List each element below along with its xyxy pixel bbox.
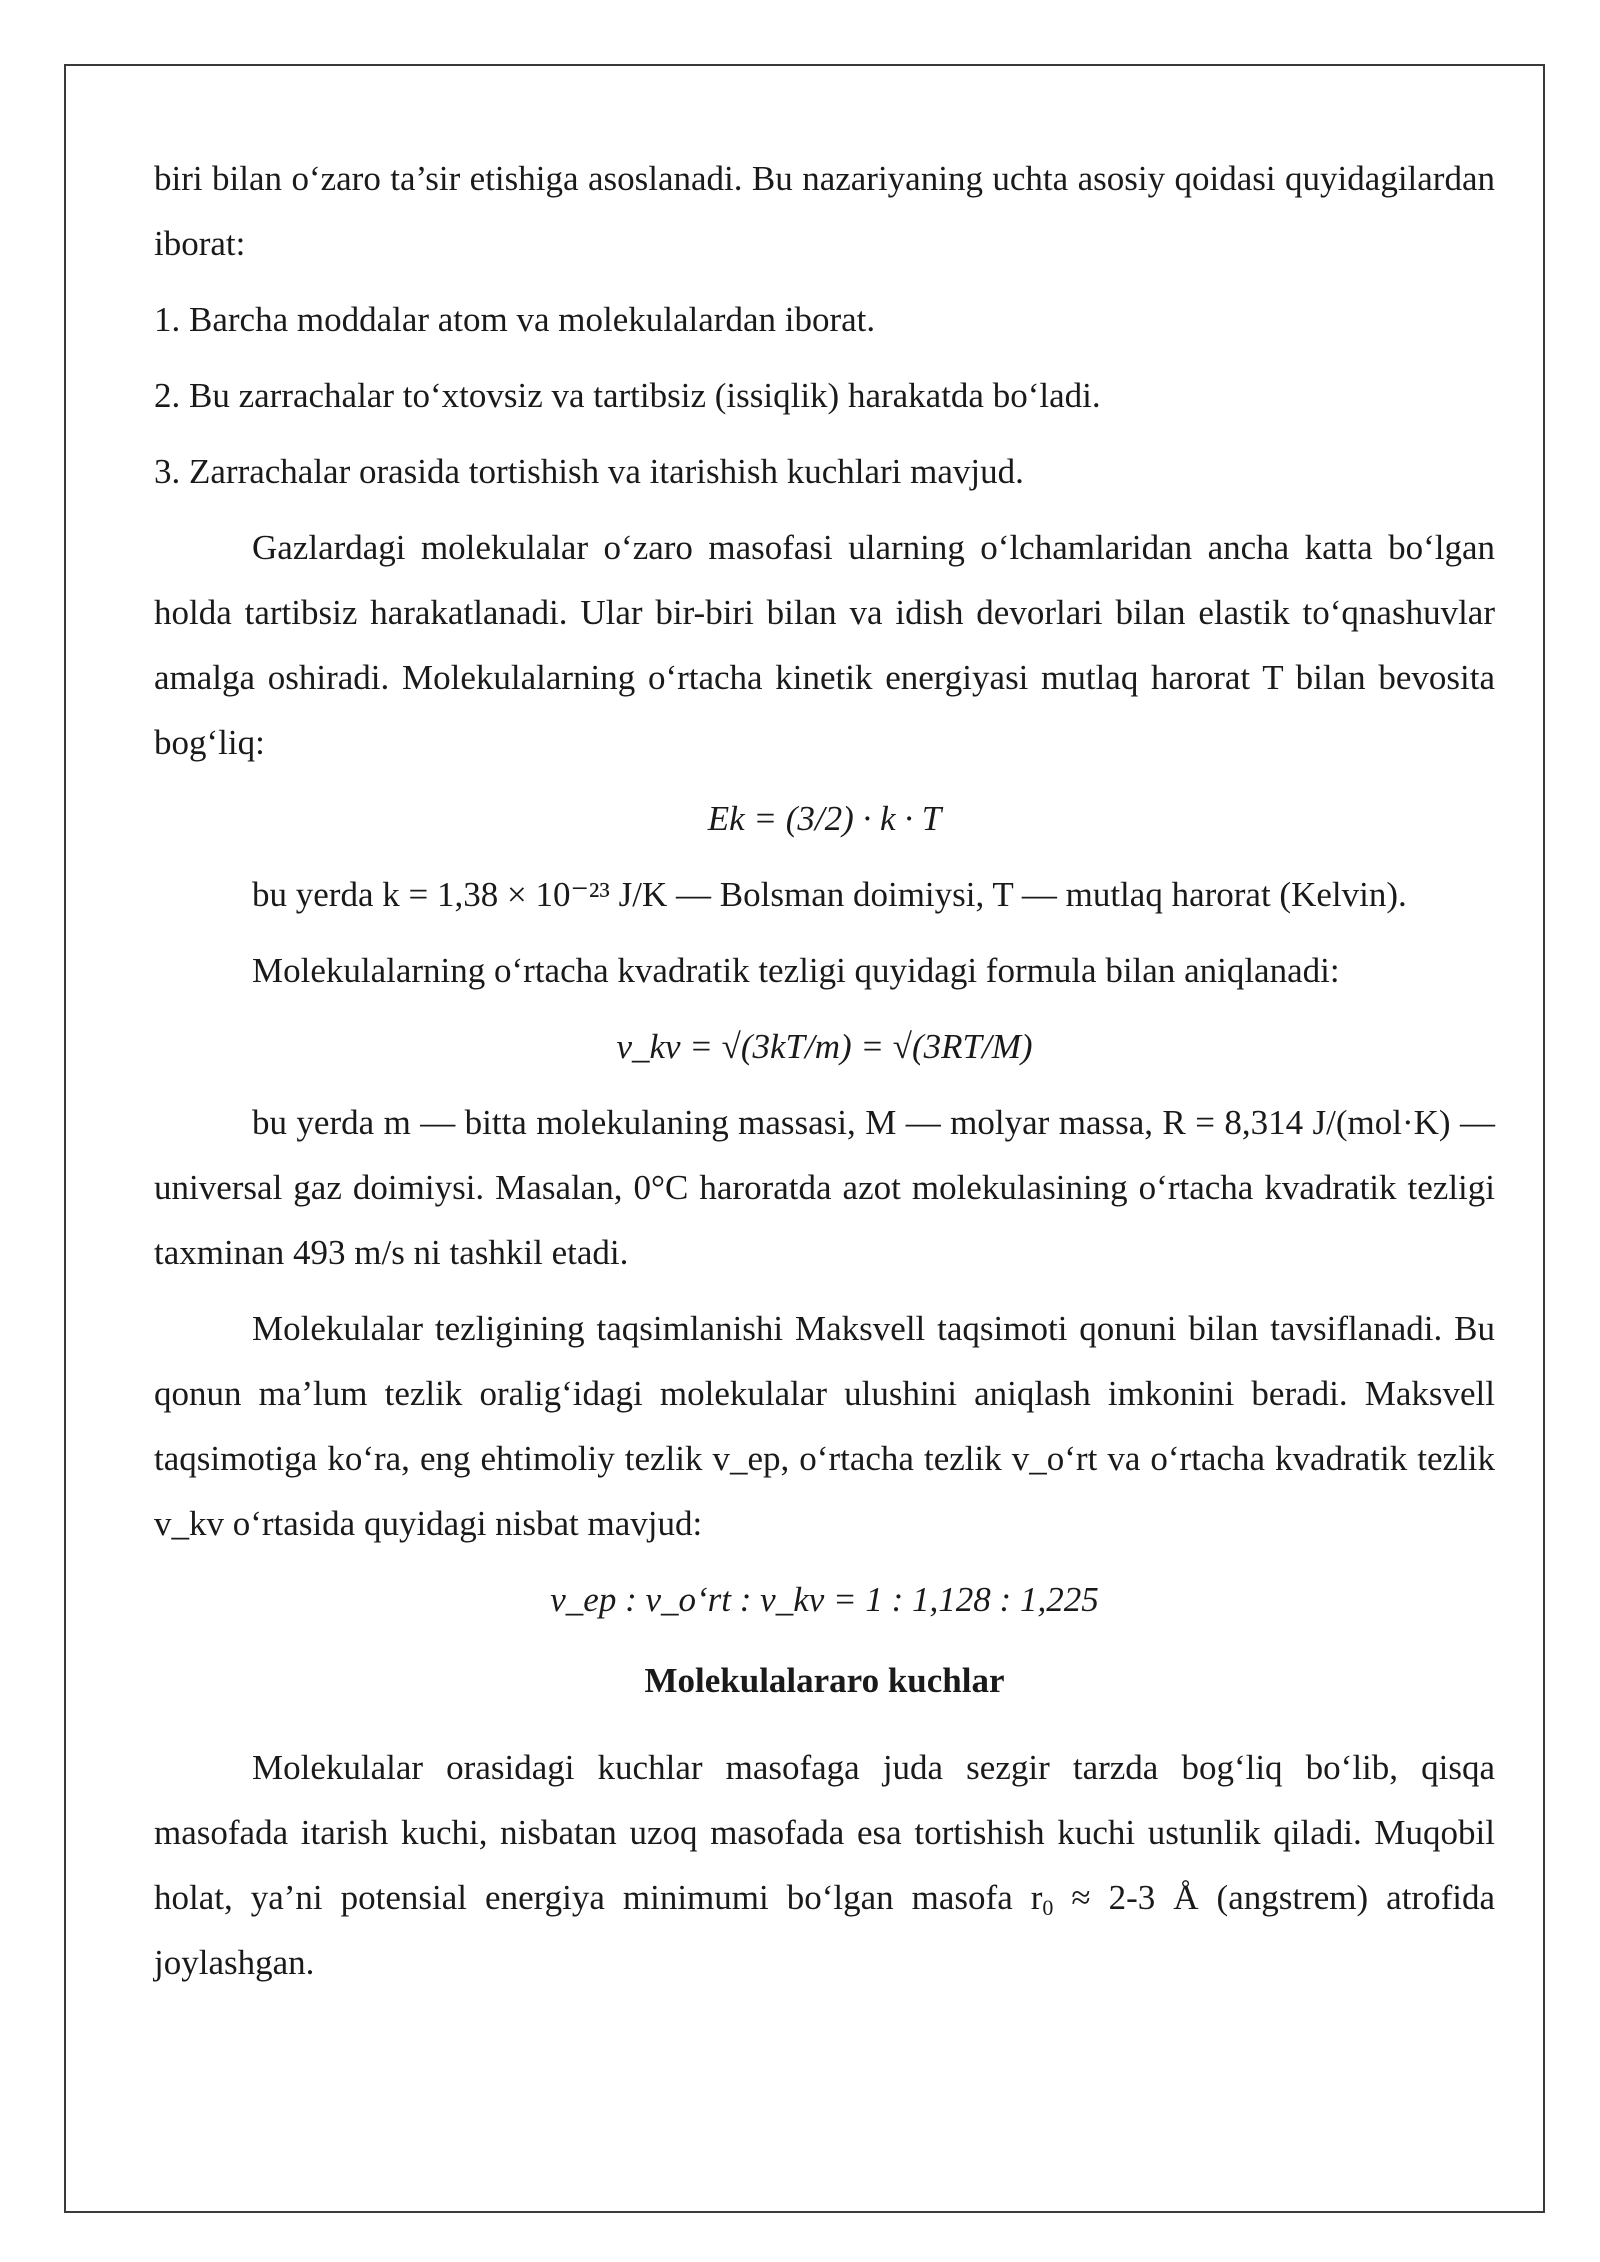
list-item: 2. Bu zarrachalar to‘xtovsiz va tartibsiz (issiqlik) harakatda bo‘ladi. bbox=[154, 376, 1101, 415]
list-item: 1. Barcha moddalar atom va molekulalardan iborat. bbox=[154, 300, 876, 339]
forces-text: Molekulalar orasidagi kuchlar masofaga juda sezgir tarzda bog‘liq bo‘lib, qisqa masofada itarish kuchi, nisbatan uzoq masofada esa tortishish kuchi ustunlik qiladi. Muqobil holat, ya’ni potensial energiya minimumi bo‘lgan masofa r bbox=[154, 1748, 1495, 1917]
gas-paragraph: Gazlardagi molekulalar o‘zaro masofasi ularning o‘lchamlaridan ancha katta bo‘lgan holda tartibsiz harakatlanadi. Ular bir-biri bilan va idish devorlari bilan elastik to‘qnashuvlar amalga oshiradi. Molekulalarning o‘rtacha kinetik energiyasi mutlaq harorat T bilan bevosita bog‘liq: bbox=[154, 528, 1495, 762]
rms-speed-formula: v_kv = √(3kT/m) = √(3RT/M) bbox=[616, 1027, 1033, 1066]
forces-paragraph bbox=[154, 1735, 1495, 1995]
document-body bbox=[154, 146, 1495, 1995]
speed-ratio-formula: v_ep : v_o‘rt : v_kv = 1 : 1,128 : 1,225 bbox=[550, 1580, 1099, 1619]
boltzmann-paragraph: bu yerda k = 1,38 × 10⁻²³ J/K — Bolsman doimiysi, T — mutlaq harorat (Kelvin). bbox=[252, 875, 1407, 914]
forces-text-end: ≈ 2-3 Å (angstrem) atrofida joylashgan. bbox=[154, 1878, 1495, 1982]
kinetic-energy-formula: Ek = (3/2) · k · T bbox=[707, 799, 942, 838]
section-heading: Molekulalararo kuchlar bbox=[644, 1661, 1005, 1700]
subscript-index: 0 bbox=[1042, 1895, 1054, 1920]
rms-intro-paragraph: Molekulalarning o‘rtacha kvadratik tezligi quyidagi formula bilan aniqlanadi: bbox=[252, 951, 1340, 990]
list-item: 3. Zarrachalar orasida tortishish va itarishish kuchlari mavjud. bbox=[154, 452, 1024, 491]
molar-paragraph: bu yerda m — bitta molekulaning massasi, M — molyar massa, R = 8,314 J/(mol·K) — universal gaz doimiysi. Masalan, 0°C haroratda azot molekulasining o‘rtacha kvadratik tezligi taxminan 493 m/s ni tashkil etadi. bbox=[154, 1103, 1495, 1272]
maxwell-paragraph: Molekulalar tezligining taqsimlanishi Maksvell taqsimoti qonuni bilan tavsiflanadi. Bu qonun ma’lum tezlik oralig‘idagi molekulalar ulushini aniqlash imkonini beradi. Maksvell taqsimotiga ko‘ra, eng ehtimoliy tezlik v_ep, o‘rtacha tezlik v_o‘rt va o‘rtacha kvadratik tezlik v_kv o‘rtasida quyidagi nisbat mavjud: bbox=[154, 1309, 1495, 1543]
intro-paragraph: biri bilan o‘zaro ta’sir etishiga asoslanadi. Bu nazariyaning uchta asosiy qoidasi quyidagilardan iborat: bbox=[154, 159, 1495, 263]
